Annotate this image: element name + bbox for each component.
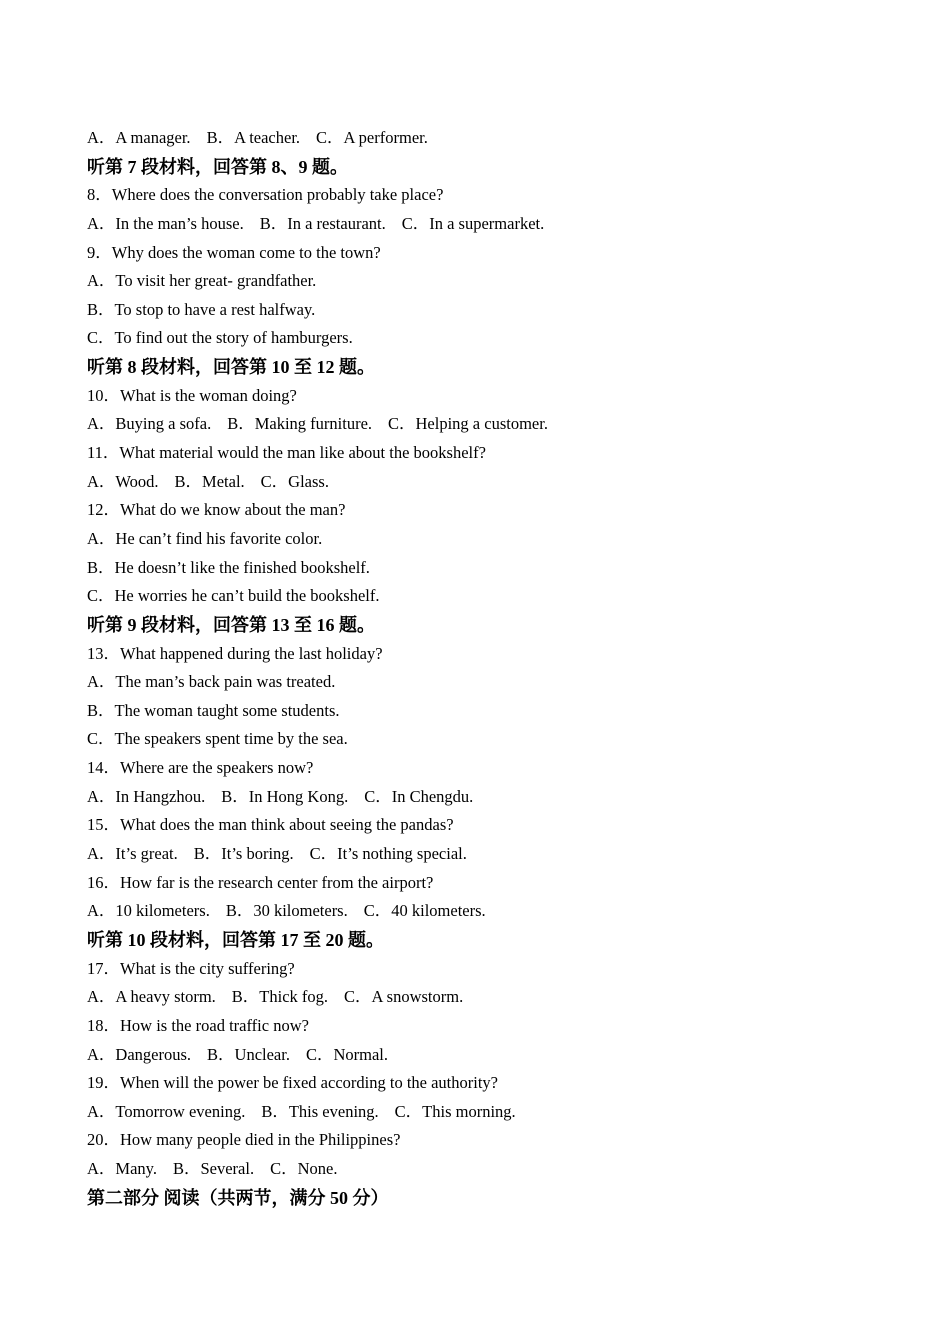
answer-option: B．It’s boring.	[193, 844, 294, 864]
answer-option: B．Unclear.	[207, 1044, 290, 1064]
answer-option: C．Glass.	[260, 471, 329, 491]
section-heading: 听第 10 段材料，回答第 17 至 20 题。	[87, 929, 384, 950]
answer-option: A．It’s great.	[87, 844, 178, 864]
answer-option: C．A snowstorm.	[344, 987, 464, 1007]
question-text: 16．How far is the research center from the airport?	[87, 872, 434, 892]
question-text: 17．What is the city suffering?	[87, 958, 295, 978]
answer-option: A．The man’s back pain was treated.	[87, 672, 336, 692]
answer-options-row	[87, 783, 887, 812]
answer-options-row	[87, 1098, 887, 1127]
section-heading: 听第 7 段材料，回答第 8、9 题。	[87, 156, 348, 177]
answer-option: B．Making furniture.	[227, 414, 373, 434]
answer-option: B．Several.	[172, 1159, 255, 1179]
answer-option: C．It’s nothing special.	[309, 844, 467, 864]
question-text: 13．What happened during the last holiday?	[87, 643, 383, 663]
answer-option: C．Normal.	[305, 1044, 389, 1064]
question-text: 20．How many people died in the Philippines?	[87, 1130, 401, 1150]
answer-options-row	[87, 1041, 887, 1070]
section-heading: 听第 8 段材料，回答第 10 至 12 题。	[87, 357, 375, 378]
answer-option: A．In Hangzhou.	[87, 786, 206, 806]
answer-option: C．He worries he can’t build the bookshelf.	[87, 586, 380, 606]
answer-option: A．Dangerous.	[87, 1044, 192, 1064]
question-text: 12．What do we know about the man?	[87, 500, 346, 520]
answer-option: C．40 kilometers.	[363, 901, 486, 921]
answer-option: C．The speakers spent time by the sea.	[87, 729, 348, 749]
answer-option: B．He doesn’t like the finished bookshelf.	[87, 557, 370, 577]
answer-options-row	[87, 410, 887, 439]
section-heading: 听第 9 段材料，回答第 13 至 16 题。	[87, 614, 375, 635]
answer-option: B．In a restaurant.	[259, 213, 386, 233]
question-text: 14．Where are the speakers now?	[87, 758, 314, 778]
answer-option: B．30 kilometers.	[225, 901, 348, 921]
question-text: 11．What material would the man like about the bookshelf?	[87, 443, 486, 463]
answer-option: A．In the man’s house.	[87, 213, 244, 233]
answer-option: C．Helping a customer.	[388, 414, 548, 434]
answer-option: B．Metal.	[174, 471, 245, 491]
answer-option: C．In a supermarket.	[401, 213, 545, 233]
question-text: 9．Why does the woman come to the town?	[87, 242, 381, 262]
answer-option: A．Tomorrow evening.	[87, 1101, 246, 1121]
answer-option: B．Thick fog.	[231, 987, 329, 1007]
question-text: 8．Where does the conversation probably take place?	[87, 185, 444, 205]
answer-options-row	[87, 897, 887, 926]
exam-page	[87, 124, 887, 1212]
answer-option: C．To find out the story of hamburgers.	[87, 328, 353, 348]
question-text: 18．How is the road traffic now?	[87, 1015, 309, 1035]
answer-option: A．Many.	[87, 1159, 157, 1179]
answer-options-row	[87, 1155, 887, 1184]
answer-option: C．This morning.	[394, 1101, 516, 1121]
answer-options-row	[87, 210, 887, 239]
answer-option: A．He can’t find his favorite color.	[87, 528, 323, 548]
answer-option: C．None.	[270, 1159, 338, 1179]
question-text: 19．When will the power be fixed according to the authority?	[87, 1073, 498, 1093]
answer-option: A．10 kilometers.	[87, 901, 210, 921]
question-text: 15．What does the man think about seeing the pandas?	[87, 815, 454, 835]
answer-option: A．Wood.	[87, 471, 159, 491]
question-text: 10．What is the woman doing?	[87, 385, 297, 405]
answer-option: A．A heavy storm.	[87, 987, 216, 1007]
answer-option: C．A performer.	[316, 128, 428, 147]
answer-options-row	[87, 124, 887, 153]
section-heading: 第二部分 阅读（共两节，满分 50 分）	[87, 1187, 389, 1208]
answer-option: B．The woman taught some students.	[87, 700, 340, 720]
answer-option: A．A manager.	[87, 128, 191, 147]
answer-option: C．In Chengdu.	[364, 786, 474, 806]
answer-option: A．Buying a sofa.	[87, 414, 212, 434]
answer-option: B．To stop to have a rest halfway.	[87, 299, 316, 319]
answer-option: B．In Hong Kong.	[221, 786, 349, 806]
answer-options-row	[87, 840, 887, 869]
answer-options-row	[87, 468, 887, 497]
answer-option: B．This evening.	[261, 1101, 379, 1121]
answer-option: B．A teacher.	[206, 128, 301, 147]
answer-options-row	[87, 983, 887, 1012]
answer-option: A．To visit her great- grandfather.	[87, 271, 317, 291]
